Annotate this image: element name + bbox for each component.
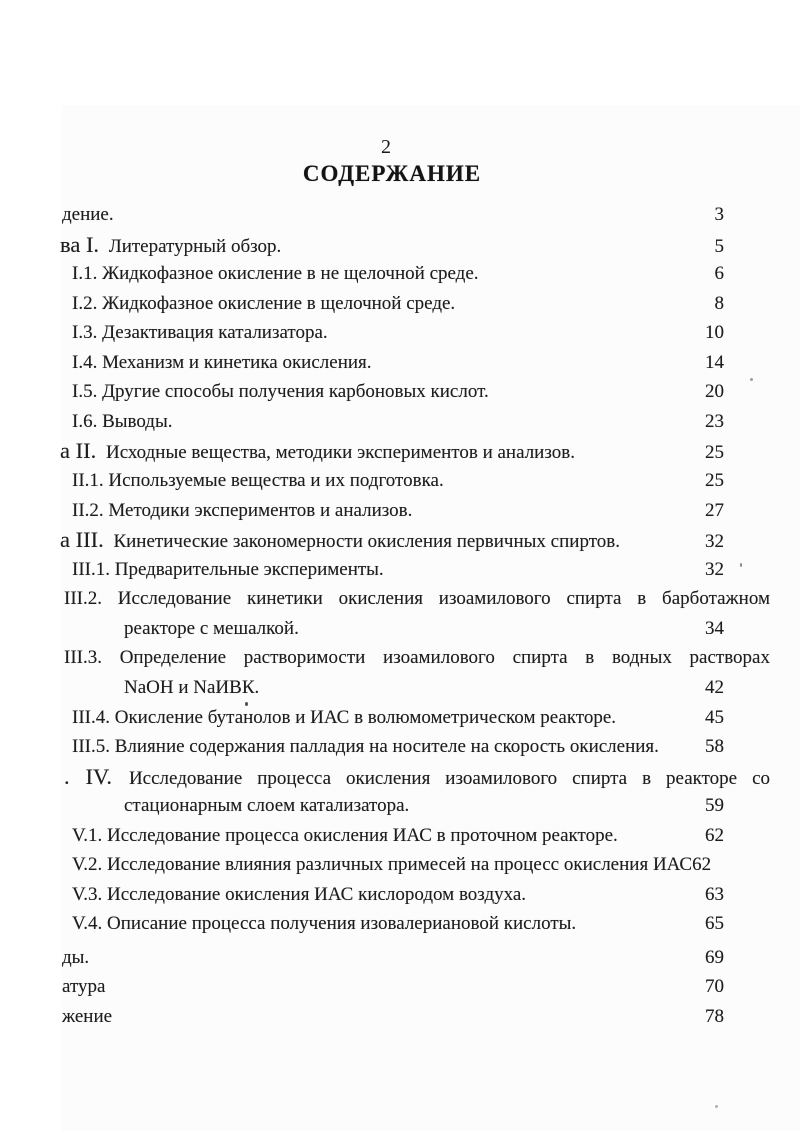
toc-page-number: 58 bbox=[705, 736, 724, 757]
toc-entry-label: V.1. Исследование процесса окисления ИАС в проточном реакторе. bbox=[72, 825, 618, 846]
toc-entry-label: V.2. Исследование влияния различных примесей на процесс окисления ИАС62 bbox=[72, 854, 712, 875]
toc-page-number: 45 bbox=[705, 707, 724, 728]
scan-speck bbox=[715, 1105, 718, 1108]
toc-entry bbox=[72, 292, 724, 316]
toc-page-number: 10 bbox=[705, 322, 724, 343]
toc-entry-label: I.5. Другие способы получения карбоновых кислот. bbox=[72, 381, 489, 402]
toc-page-number: 59 bbox=[705, 795, 724, 816]
toc-page-number: 6 bbox=[714, 263, 724, 284]
toc-entry bbox=[72, 469, 724, 493]
toc-entry-label: ды. bbox=[62, 947, 90, 968]
toc-entry-label: NaOH и NaИВК. bbox=[124, 677, 260, 698]
toc-entry bbox=[124, 676, 724, 700]
toc-entry bbox=[72, 410, 724, 434]
toc-page-number: 42 bbox=[705, 677, 724, 698]
toc-entry bbox=[72, 558, 724, 582]
toc-entry-label: III.5. Влияние содержания палладия на носителе на скорость окисления. bbox=[72, 736, 659, 757]
toc-chapter-numeral: ва I. bbox=[60, 232, 100, 257]
toc-entry-label: V.4. Описание процесса получения изовалериановой кислоты. bbox=[72, 913, 577, 934]
toc-entry bbox=[72, 499, 724, 523]
toc-entry-label: II.1. Используемые вещества и их подготовка. bbox=[72, 470, 444, 491]
toc-entry-label: атура bbox=[62, 976, 106, 997]
toc-entry-label: а III. Кинетические закономерности окисления первичных спиртов. bbox=[60, 527, 620, 552]
toc-page-number: 23 bbox=[705, 411, 724, 432]
toc-entry bbox=[72, 380, 724, 404]
toc-page-number: 34 bbox=[705, 618, 724, 639]
toc-entry bbox=[72, 824, 724, 848]
toc-page-number: 63 bbox=[705, 884, 724, 905]
toc-entry-label: жение bbox=[62, 1006, 113, 1027]
toc-page-number: 27 bbox=[705, 500, 724, 521]
toc-entry: . IV. Исследование процесса окисления изоамилового спирта в реакторе со bbox=[64, 764, 771, 789]
toc-entry bbox=[62, 975, 724, 999]
toc-entry bbox=[124, 794, 724, 818]
toc-entry-label: I.2. Жидкофазное окисление в щелочной среде. bbox=[72, 293, 456, 314]
toc-entry bbox=[60, 439, 724, 465]
toc-chapter-numeral: а III. bbox=[60, 527, 104, 552]
toc-entry-label: I.3. Дезактивация катализатора. bbox=[72, 322, 328, 343]
toc-entry bbox=[72, 706, 724, 730]
toc-page-number: 25 bbox=[705, 470, 724, 491]
toc-entry bbox=[72, 883, 724, 907]
page-title: СОДЕРЖАНИЕ bbox=[302, 161, 482, 186]
toc-entry bbox=[72, 735, 724, 759]
toc-page-number: 78 bbox=[705, 1006, 724, 1027]
toc-entry bbox=[124, 617, 724, 641]
toc-entry-label: дение. bbox=[62, 204, 114, 225]
toc-entry-label: реакторе с мешалкой. bbox=[124, 618, 299, 639]
toc-entry-label: а II. Исходные вещества, методики экспериментов и анализов. bbox=[60, 438, 575, 463]
toc-page-number: 69 bbox=[705, 947, 724, 968]
toc-entry bbox=[62, 1005, 724, 1029]
toc-entry-label: V.3. Исследование окисления ИАС кислородом воздуха. bbox=[72, 884, 527, 905]
toc-page-number: 62 bbox=[705, 825, 724, 846]
scan-speck bbox=[750, 378, 753, 381]
toc-page-number: 5 bbox=[714, 236, 724, 257]
page-number-top: 2 bbox=[381, 136, 391, 158]
toc-entry: III.2. Исследование кинетики окисления изоамилового спирта в барботажном bbox=[64, 588, 770, 609]
toc-chapter-numeral: а II. bbox=[60, 438, 97, 463]
toc-entry-label: I.4. Механизм и кинетика окисления. bbox=[72, 352, 372, 373]
toc-page-number: 65 bbox=[705, 913, 724, 934]
toc-entry bbox=[72, 351, 724, 375]
toc-entry: III.3. Определение растворимости изоамилового спирта в водных растворах bbox=[64, 647, 770, 668]
toc-page-number: 25 bbox=[705, 442, 724, 463]
toc-entry-label: стационарным слоем катализатора. bbox=[124, 795, 410, 816]
toc-chapter-numeral: . IV. bbox=[64, 764, 112, 789]
toc-entry bbox=[72, 321, 724, 345]
scan-speck bbox=[740, 563, 742, 567]
toc-page-number: 32 bbox=[705, 559, 724, 580]
toc-page-number: 32 bbox=[705, 531, 724, 552]
toc-page-number: 3 bbox=[714, 204, 724, 225]
toc-page-number: 70 bbox=[705, 976, 724, 997]
scan-speck bbox=[245, 702, 248, 706]
toc-entry-label: ва I. Литературный обзор. bbox=[60, 232, 282, 257]
toc-entry-label: I.6. Выводы. bbox=[72, 411, 173, 432]
toc-entry bbox=[60, 233, 724, 259]
toc-entry-label: I.1. Жидкофазное окисление в не щелочной среде. bbox=[72, 263, 479, 284]
toc-page-number: 14 bbox=[705, 352, 724, 373]
toc-entry-label: II.2. Методики экспериментов и анализов. bbox=[72, 500, 413, 521]
toc-entry bbox=[60, 528, 724, 554]
toc-entry bbox=[72, 912, 724, 936]
toc-page-number: 8 bbox=[714, 293, 724, 314]
toc-entry-label: III.4. Окисление бутанолов и ИАС в волюмометрическом реакторе. bbox=[72, 707, 617, 728]
toc-entry bbox=[62, 946, 724, 970]
toc-entry bbox=[72, 853, 724, 877]
toc-entry-label: III.1. Предварительные эксперименты. bbox=[72, 559, 384, 580]
toc-entry bbox=[72, 262, 724, 286]
toc-page-number: 20 bbox=[705, 381, 724, 402]
toc-entry bbox=[62, 203, 724, 227]
